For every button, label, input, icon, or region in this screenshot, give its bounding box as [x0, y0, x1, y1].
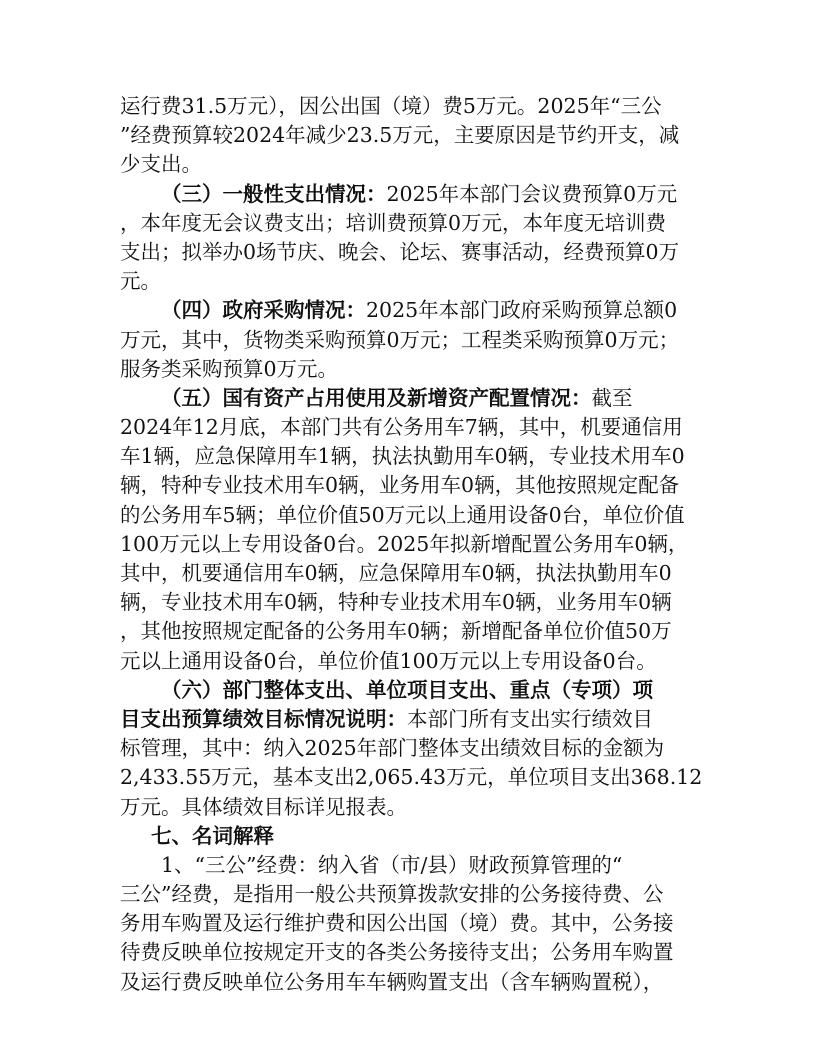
body-text: 2025年本部门政府采购预算总额0: [366, 298, 678, 323]
body-text: 辆，专业技术用车0辆，特种专业技术用车0辆，业务用车0辆: [120, 590, 672, 615]
body-text: 2025年本部门会议费预算0万元: [386, 181, 678, 206]
body-text: 运行费31.5万元），因公出国（境）费5万元。2025年“三公: [120, 94, 662, 118]
text-line: [120, 296, 696, 325]
body-text: 待费反映单位按规定开支的各类公务接待支出；公务用车购置: [120, 940, 674, 965]
text-line: [120, 355, 696, 384]
paragraph-gov-procurement: [120, 296, 696, 384]
document-page: [120, 92, 703, 997]
text-line: [120, 617, 696, 646]
text-line: [120, 180, 696, 209]
section-heading: （五）国有资产占用使用及新增资产配置情况：: [161, 385, 592, 410]
body-text: 其中，机要通信用车0辆，应急保障用车0辆，执法执勤用车0: [120, 561, 672, 585]
body-text: 2024年12月底，本部门共有公务用车7辆，其中，机要通信用: [120, 415, 683, 440]
body-text: 服务类采购预算0万元。: [120, 356, 339, 381]
text-line: [120, 238, 696, 267]
section-heading: （六）部门整体支出、单位项目支出、重点（专项）项: [161, 677, 653, 702]
text-line: [120, 267, 696, 296]
text-line: [120, 442, 696, 471]
paragraph-general-expenditure: [120, 180, 696, 297]
text-line: [120, 822, 696, 851]
text-line: [120, 851, 696, 880]
text-line: [120, 92, 696, 121]
text-line: [120, 471, 696, 500]
body-text: 车1辆，应急保障用车1辆，执法执勤用车0辆，专业技术用车0: [120, 444, 685, 469]
body-text: 1、“三公”经费：纳入省（市/县）财政预算管理的“: [161, 852, 623, 877]
text-line: [120, 909, 696, 938]
body-text: 本部门所有支出实行绩效目: [407, 706, 653, 731]
text-line: [120, 384, 696, 413]
text-line: [120, 413, 696, 442]
body-text: 的公务用车5辆；单位价值50万元以上通用设备0台，单位价值: [120, 502, 685, 527]
text-line: [120, 705, 696, 734]
body-text: 2,433.55万元，基本支出2,065.43万元，单位项目支出368.12: [120, 765, 703, 790]
section-heading: 七、名词解释: [151, 823, 274, 848]
body-text: 截至: [591, 385, 633, 410]
text-line: [120, 530, 696, 559]
text-line: [120, 647, 696, 676]
text-line: [120, 793, 696, 822]
text-line: [120, 968, 696, 997]
text-line: [120, 734, 696, 763]
section-heading: （四）政府采购情况：: [161, 298, 366, 323]
body-text: 万元。具体绩效目标详见报表。: [120, 794, 407, 819]
paragraph-three-public-cont: [120, 92, 696, 180]
text-line: [120, 938, 696, 967]
text-line: [120, 501, 696, 530]
body-text: 100万元以上专用设备0台。2025年拟新增配置公务用车0辆，: [120, 531, 689, 556]
text-line: [120, 588, 696, 617]
body-text: 元以上通用设备0台，单位价值100万元以上专用设备0台。: [120, 648, 657, 673]
body-text: ”经费预算较2024年减少23.5万元，主要原因是节约开支，减: [120, 123, 680, 148]
body-text: 万元，其中，货物类采购预算0万元；工程类采购预算0万元；: [120, 327, 680, 352]
paragraph-state-assets: [120, 384, 696, 676]
body-text: 元。: [120, 269, 161, 294]
body-text: 支出；拟举办0场节庆、晚会、论坛、赛事活动，经费预算0万: [120, 239, 680, 264]
body-text: 及运行费反映单位公务用车车辆购置支出（含车辆购置税），: [120, 969, 664, 994]
body-text: 务用车购置及运行维护费和因公出国（境）费。其中，公务接: [120, 911, 674, 936]
paragraph-performance-targets: [120, 676, 703, 822]
text-line: [120, 326, 696, 355]
body-text: 标管理，其中：纳入2025年部门整体支出绩效目标的金额为: [120, 736, 665, 761]
section-heading: （三）一般性支出情况：: [161, 181, 387, 206]
text-line: [120, 150, 696, 179]
text-line: [120, 676, 696, 705]
paragraph-glossary-heading: [120, 822, 696, 851]
body-text: 少支出。: [120, 152, 202, 177]
text-line: [120, 121, 696, 150]
body-text: ，本年度无会议费支出；培训费预算0万元，本年度无培训费: [120, 210, 667, 235]
text-line: [120, 559, 696, 588]
body-text: 辆，特种专业技术用车0辆，业务用车0辆，其他按照规定配备: [120, 473, 680, 498]
paragraph-glossary-item-1: [120, 851, 696, 997]
text-line: [120, 209, 696, 238]
body-text: ，其他按照规定配备的公务用车0辆；新增配备单位价值50万: [120, 619, 672, 644]
text-line: [120, 880, 696, 909]
text-line: [120, 763, 703, 792]
body-text: 三公”经费，是指用一般公共预算拨款安排的公务接待费、公: [120, 882, 664, 907]
section-heading: 目支出预算绩效目标情况说明：: [120, 706, 407, 731]
